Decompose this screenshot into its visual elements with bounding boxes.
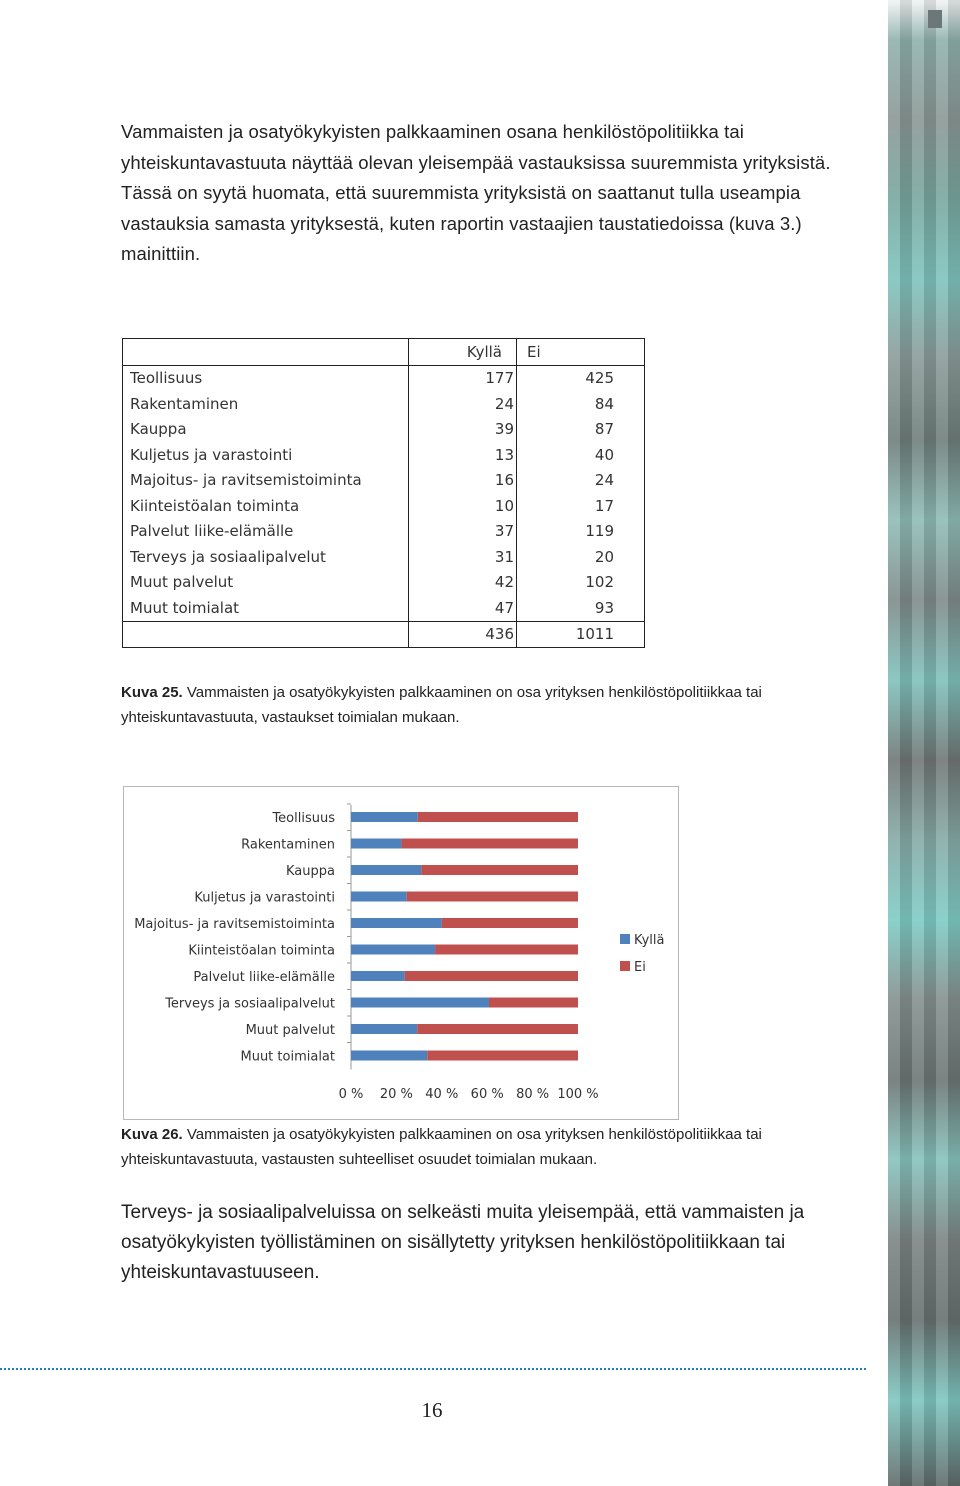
bar-segment-ei: [407, 892, 578, 902]
category-label: Teollisuus: [272, 811, 335, 826]
bar-segment-ei: [405, 971, 578, 981]
bar-segment-kyll-: [351, 918, 442, 928]
row-ei: 20: [517, 544, 645, 570]
row-ei: 119: [517, 519, 645, 545]
x-tick-label: 60 %: [470, 1087, 504, 1102]
legend-swatch: [620, 961, 630, 971]
caption-text: Vammaisten ja osatyökykyisten palkkaaminen on osa yrityksen henkilöstöpolitiikkaa tai yhteiskuntavastuuta, vastaukset toimialan mukaan.: [121, 684, 762, 726]
x-tick-label: 20 %: [379, 1087, 413, 1102]
caption-text: Vammaisten ja osatyökykyisten palkkaaminen on osa yrityksen henkilöstöpolitiikkaa tai yhteiskuntavastuuta, vastausten suhteelliset osuudet toimialan mukaan.: [121, 1126, 762, 1168]
bar-segment-ei: [489, 998, 578, 1008]
x-tick-label: 80 %: [516, 1087, 550, 1102]
page-number: 16: [421, 1398, 443, 1422]
legend-label: Kyllä: [634, 933, 665, 948]
row-label: Kiinteistöalan toiminta: [123, 493, 409, 519]
table-row: [123, 493, 645, 519]
intro-paragraph: Vammaisten ja osatyökykyisten palkkaaminen osana henkilöstöpolitiikka tai yhteiskuntavastuuta näyttää olevan yleisempää vastauksissa suuremmista yrityksistä. Tässä on syytä huomata, että suuremmista yrityksistä on saattanut tulla useampia vastauksia samasta yrityksestä, kuten raportin vastaajien taustatiedoissa (kuva 3.) mainittiin.: [121, 121, 831, 264]
row-kylla: 24: [409, 391, 517, 417]
table-row: [123, 544, 645, 570]
industry-table: [122, 338, 645, 648]
table-row: [123, 570, 645, 596]
bar-segment-ei: [442, 918, 578, 928]
bar-segment-kyll-: [351, 865, 421, 875]
row-label: Muut toimialat: [123, 595, 409, 621]
row-ei: 24: [517, 468, 645, 494]
row-label: Majoitus- ja ravitsemistoiminta: [123, 468, 409, 494]
row-kylla: 39: [409, 417, 517, 443]
row-ei: 40: [517, 442, 645, 468]
bar-segment-kyll-: [351, 971, 405, 981]
legend-label: Ei: [634, 960, 646, 975]
bar-segment-kyll-: [351, 892, 407, 902]
closing-paragraph: Terveys- ja sosiaalipalveluissa on selkeästi muita yleisempää, että vammaisten ja osatyökykyisten työllistäminen on sisällytetty yrityksen henkilöstöpolitiikkaan tai yhteiskuntavastuuseen.: [121, 1202, 805, 1283]
footer-divider: [0, 1368, 866, 1370]
total-ei: 1011: [517, 621, 645, 648]
total-label: [123, 621, 409, 648]
table-row: [123, 442, 645, 468]
row-kylla: 42: [409, 570, 517, 596]
row-kylla: 177: [409, 365, 517, 391]
figure-caption-26: [121, 1122, 841, 1172]
table-row: [123, 391, 645, 417]
total-kylla: 436: [409, 621, 517, 648]
category-label: Terveys ja sosiaalipalvelut: [165, 996, 335, 1012]
row-kylla: 16: [409, 468, 517, 494]
row-ei: 84: [517, 391, 645, 417]
legend-swatch: [620, 934, 630, 944]
row-kylla: 37: [409, 519, 517, 545]
row-kylla: 10: [409, 493, 517, 519]
table-header-kylla: Kyllä: [409, 339, 517, 366]
figure-caption-25: [121, 680, 841, 730]
row-label: Palvelut liike-elämälle: [123, 519, 409, 545]
category-label: Kuljetus ja varastointi: [194, 890, 335, 906]
decorative-side-strip: [888, 0, 960, 1486]
table-header-row: [123, 339, 645, 366]
bar-segment-kyll-: [351, 812, 418, 822]
table-row: [123, 468, 645, 494]
x-tick-label: 0 %: [338, 1087, 364, 1102]
row-ei: 425: [517, 365, 645, 391]
row-kylla: 31: [409, 544, 517, 570]
bar-segment-kyll-: [351, 998, 489, 1008]
row-kylla: 47: [409, 595, 517, 621]
caption-label: Kuva 26.: [121, 1126, 183, 1143]
row-label: Kauppa: [123, 417, 409, 443]
bar-segment-ei: [401, 839, 578, 849]
row-label: Kuljetus ja varastointi: [123, 442, 409, 468]
bar-segment-kyll-: [351, 945, 435, 955]
bar-segment-ei: [421, 865, 578, 875]
row-label: Terveys ja sosiaalipalvelut: [123, 544, 409, 570]
bar-segment-kyll-: [351, 839, 401, 849]
table-row: [123, 595, 645, 621]
caption-label: Kuva 25.: [121, 684, 183, 701]
table-row: [123, 519, 645, 545]
row-label: Teollisuus: [123, 365, 409, 391]
table-header-empty: [123, 339, 409, 366]
row-ei: 87: [517, 417, 645, 443]
category-label: Majoitus- ja ravitsemistoiminta: [134, 917, 335, 932]
row-label: Muut palvelut: [123, 570, 409, 596]
chart-canvas: [124, 787, 678, 1119]
bar-segment-ei: [435, 945, 578, 955]
row-kylla: 13: [409, 442, 517, 468]
category-label: Muut toimialat: [240, 1049, 335, 1065]
category-label: Palvelut liike-elämälle: [193, 970, 335, 985]
table-row: [123, 417, 645, 443]
x-tick-label: 40 %: [425, 1087, 459, 1102]
category-label: Muut palvelut: [245, 1023, 335, 1038]
bar-segment-kyll-: [351, 1024, 417, 1034]
stacked-bar-chart: [123, 786, 679, 1120]
category-label: Kiinteistöalan toiminta: [188, 943, 335, 959]
decorative-notch: [928, 10, 942, 28]
bar-segment-kyll-: [351, 1051, 427, 1061]
bar-segment-ei: [418, 812, 578, 822]
row-label: Rakentaminen: [123, 391, 409, 417]
table-row: [123, 365, 645, 391]
table-header-ei: Ei: [517, 339, 645, 366]
row-ei: 93: [517, 595, 645, 621]
bar-segment-ei: [417, 1024, 578, 1034]
category-label: Rakentaminen: [241, 837, 335, 853]
x-tick-label: 100 %: [557, 1087, 599, 1102]
bar-segment-ei: [427, 1051, 578, 1061]
category-label: Kauppa: [286, 864, 335, 879]
row-ei: 102: [517, 570, 645, 596]
row-ei: 17: [517, 493, 645, 519]
table-total-row: [123, 621, 645, 648]
